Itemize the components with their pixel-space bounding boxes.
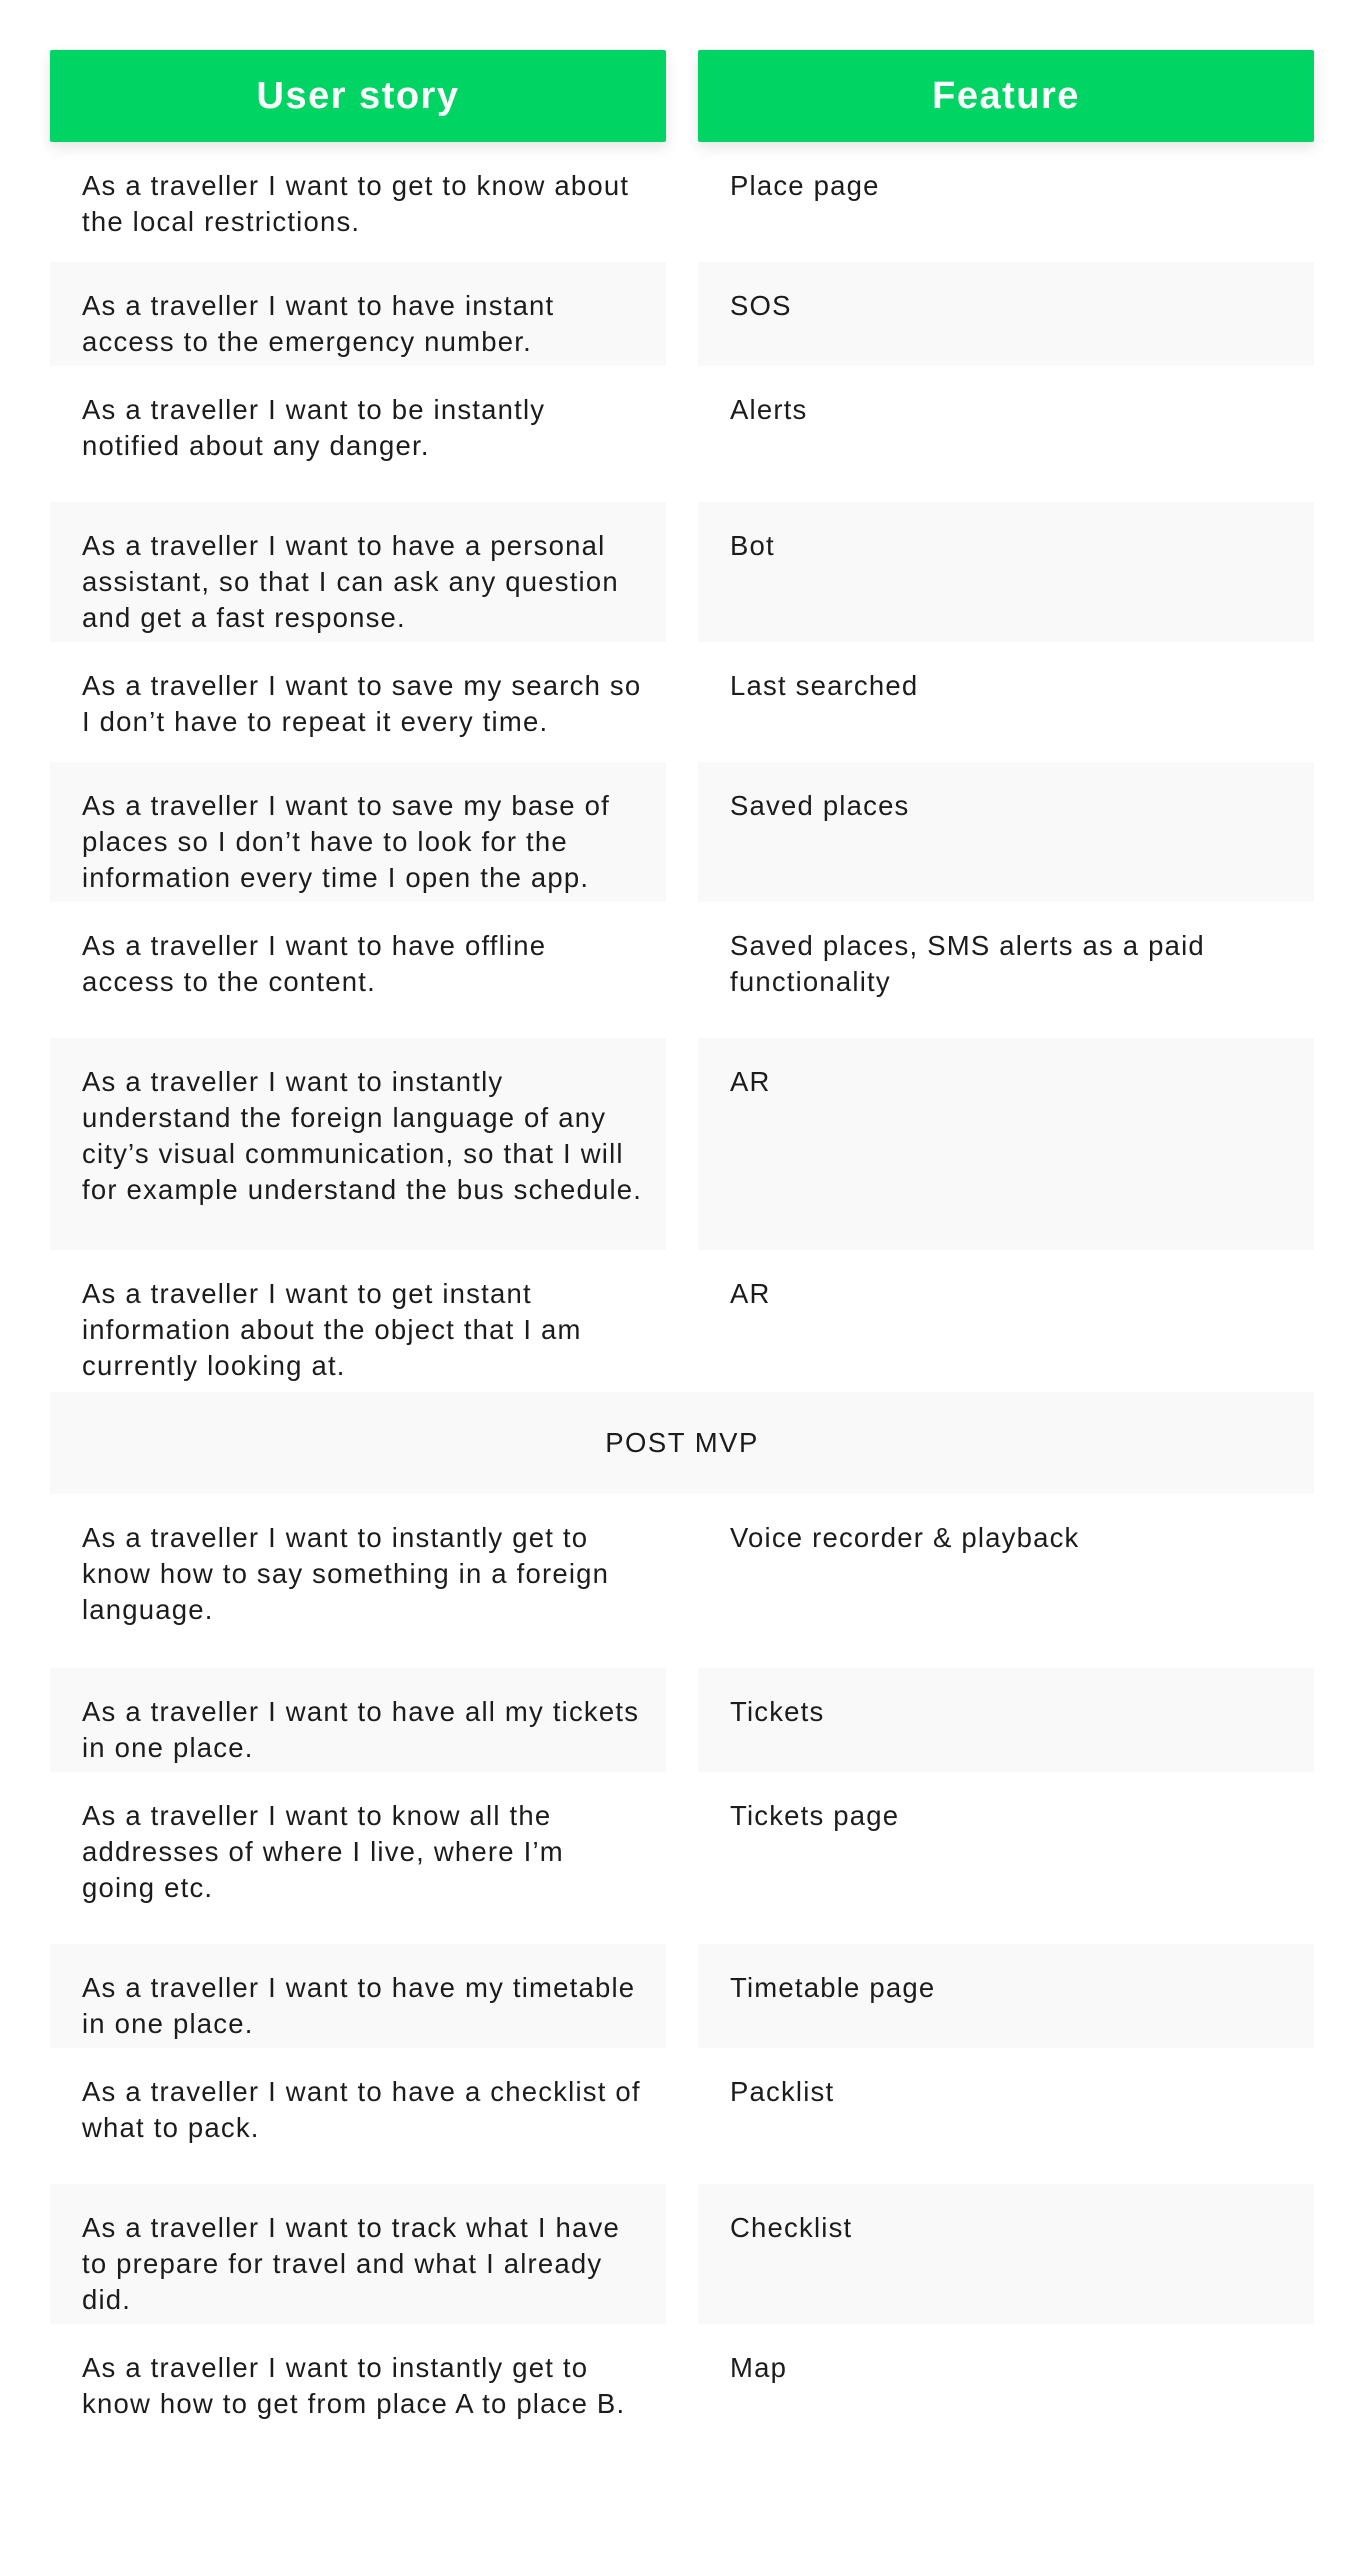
feature-cell: Place page: [730, 170, 880, 201]
table-row: [50, 366, 1314, 502]
story-cell: As a traveller I want to instantly get to know how to get from place A to place B.: [82, 2352, 626, 2419]
feature-cell: Packlist: [730, 2076, 835, 2107]
table-row: [50, 262, 1314, 366]
user-story-header: User story: [50, 50, 666, 142]
story-cell: As a traveller I want to instantly get to know how to say something in a foreign language.: [82, 1522, 610, 1625]
story-cell: As a traveller I want to have a personal assistant, so that I can ask any question and get a fast response.: [50, 502, 666, 642]
table-row: [50, 1494, 1314, 1668]
story-cell: As a traveller I want to save my search so I don’t have to repeat it every time.: [82, 670, 642, 737]
feature-cell: Tickets: [698, 1668, 1314, 1772]
story-cell: As a traveller I want to have all my tickets in one place.: [50, 1668, 666, 1772]
table-row: [50, 502, 1314, 642]
table-row: [50, 1772, 1314, 1944]
story-cell: As a traveller I want to have a checklist of what to pack.: [82, 2076, 641, 2143]
feature-cell: Checklist: [698, 2184, 1314, 2324]
story-cell: As a traveller I want to have offline access to the content.: [82, 930, 547, 997]
story-cell: As a traveller I want to instantly understand the foreign language of any city’s visual communication, so that I will for example understand the bus schedule.: [50, 1038, 666, 1250]
feature-cell: SOS: [698, 262, 1314, 366]
feature-cell: Alerts: [730, 394, 808, 425]
table-row: [50, 1250, 1314, 1392]
table-row: [50, 762, 1314, 902]
table-row: [50, 2324, 1314, 2474]
story-cell: As a traveller I want to get to know about the local restrictions.: [82, 170, 630, 237]
table-row: [50, 642, 1314, 762]
story-cell: As a traveller I want to get instant information about the object that I am currently looking at.: [82, 1278, 582, 1381]
feature-cell: Saved places, SMS alerts as a paid functionality: [730, 930, 1205, 997]
feature-cell: Last searched: [730, 670, 919, 701]
feature-cell: AR: [730, 1278, 771, 1309]
feature-cell: Voice recorder & playback: [730, 1522, 1080, 1553]
story-cell: As a traveller I want to save my base of places so I don’t have to look for the information every time I open the app.: [50, 762, 666, 902]
table-row: [50, 1944, 1314, 2048]
story-cell: As a traveller I want to have my timetable in one place.: [50, 1944, 666, 2048]
table-row: [50, 902, 1314, 1038]
table-row: [50, 1668, 1314, 1772]
post-mvp-section-label: POST MVP: [50, 1392, 1314, 1494]
user-story-table: [50, 50, 1314, 2474]
table-row: [50, 2184, 1314, 2324]
story-cell: As a traveller I want to know all the addresses of where I live, where I’m going etc.: [82, 1800, 564, 1903]
feature-cell: Tickets page: [730, 1800, 900, 1831]
story-cell: As a traveller I want to have instant access to the emergency number.: [50, 262, 666, 366]
feature-header: Feature: [698, 50, 1314, 142]
feature-cell: AR: [698, 1038, 1314, 1250]
feature-cell: Bot: [698, 502, 1314, 642]
story-cell: As a traveller I want to be instantly notified about any danger.: [82, 394, 546, 461]
story-cell: As a traveller I want to track what I have to prepare for travel and what I already did.: [50, 2184, 666, 2324]
table-row: [50, 1038, 1314, 1250]
table-header: [50, 50, 1314, 142]
feature-cell: Map: [730, 2352, 788, 2383]
table-row: [50, 2048, 1314, 2184]
feature-cell: Saved places: [698, 762, 1314, 902]
feature-cell: Timetable page: [698, 1944, 1314, 2048]
table-row: [50, 142, 1314, 262]
